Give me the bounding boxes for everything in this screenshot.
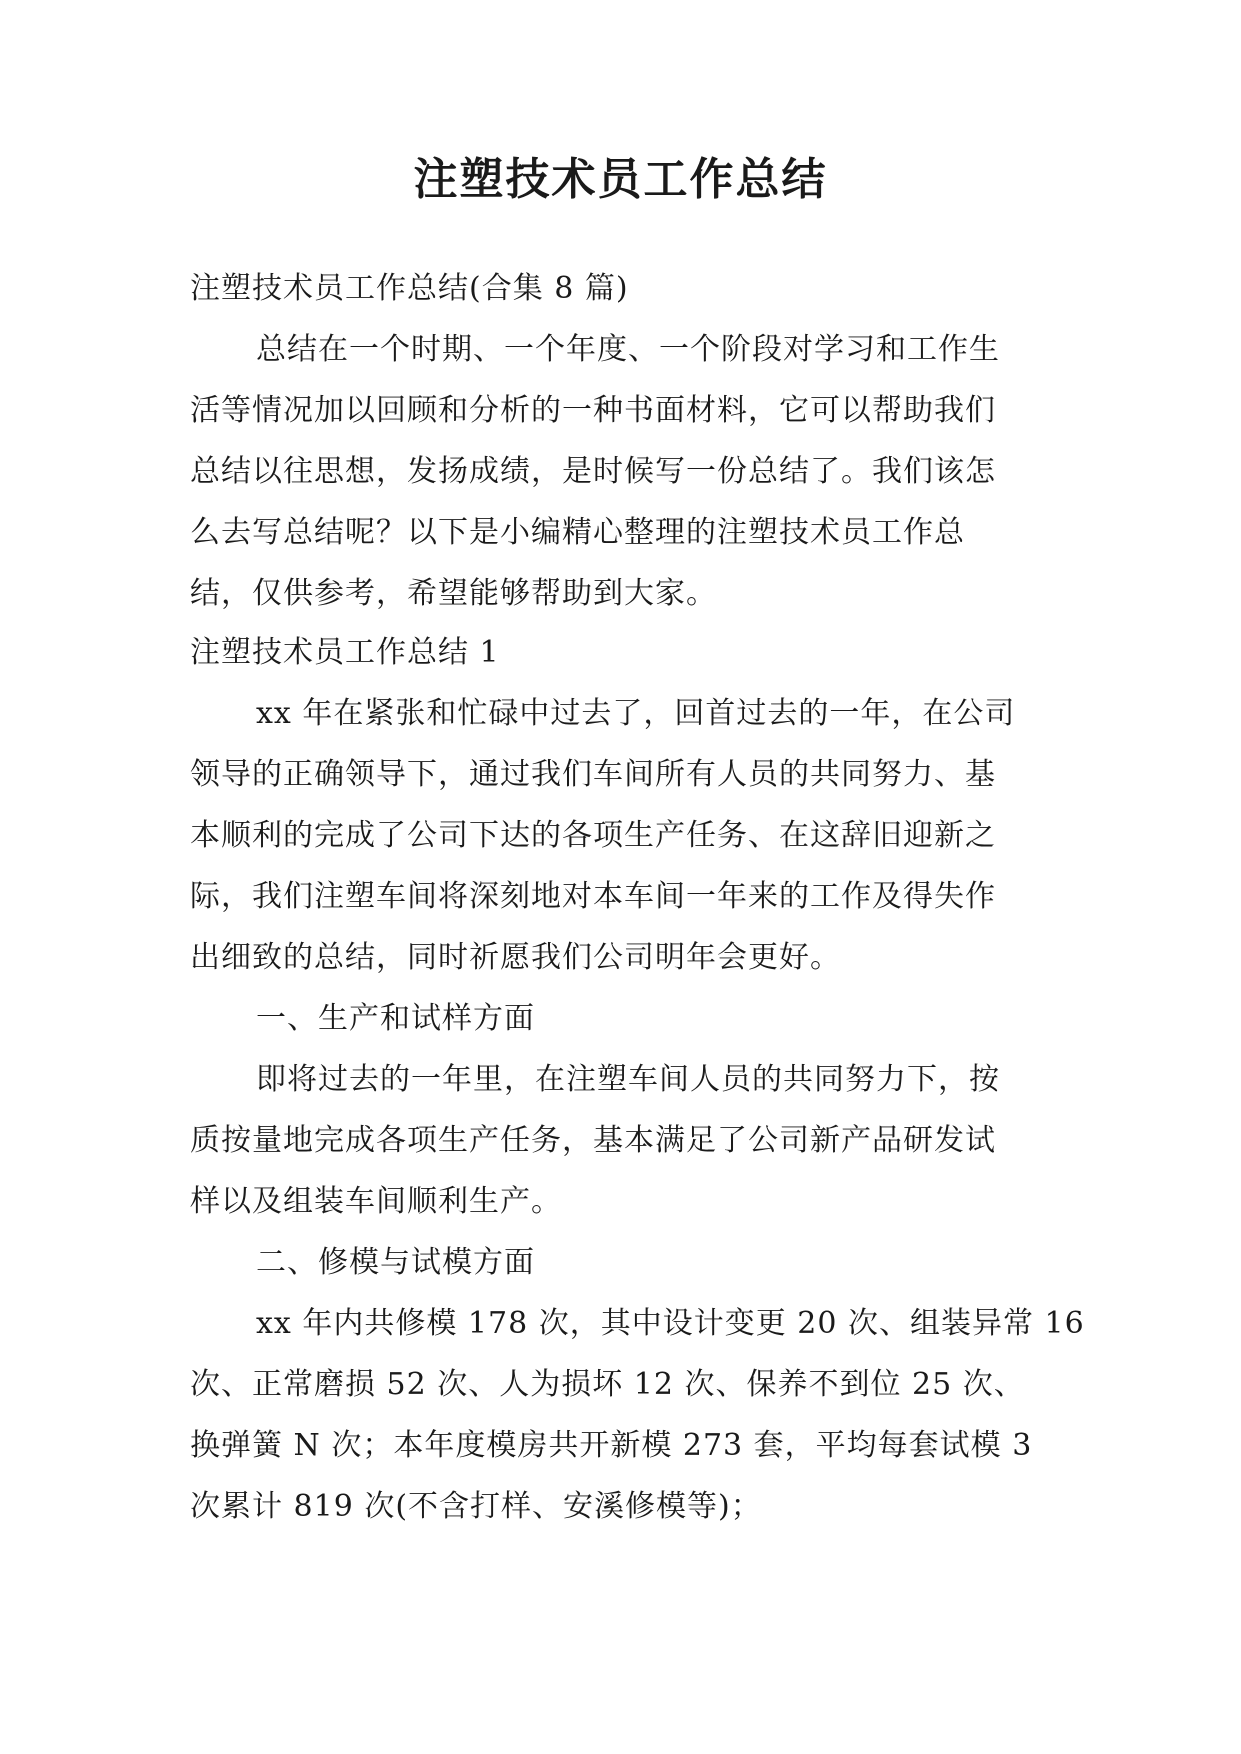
- section-heading: 注塑技术员工作总结 1: [190, 635, 500, 670]
- subheading-mold-repair: 二、修模与试模方面: [256, 1245, 535, 1280]
- paragraph-line: 换弹簧 N 次；本年度模房共开新模 273 套，平均每套试模 3: [190, 1428, 1033, 1463]
- intro-line: 总结在一个时期、一个年度、一个阶段对学习和工作生: [256, 332, 1000, 367]
- paragraph-line: xx 年在紧张和忙碌中过去了，回首过去的一年，在公司: [256, 696, 1016, 731]
- paragraph-line: 次累计 819 次(不含打样、安溪修模等)；: [190, 1489, 762, 1524]
- paragraph-line: 本顺利的完成了公司下达的各项生产任务、在这辞旧迎新之: [190, 818, 996, 853]
- paragraph-line: 次、正常磨损 52 次、人为损坏 12 次、保养不到位 25 次、: [190, 1367, 1025, 1402]
- intro-line: 总结以往思想，发扬成绩，是时候写一份总结了。我们该怎: [190, 454, 996, 489]
- document-subtitle: 注塑技术员工作总结(合集 8 篇): [190, 271, 629, 306]
- paragraph-line: xx 年内共修模 178 次，其中设计变更 20 次、组装异常 16: [256, 1306, 1085, 1341]
- paragraph-line: 样以及组装车间顺利生产。: [190, 1184, 562, 1219]
- intro-line: 活等情况加以回顾和分析的一种书面材料，它可以帮助我们: [190, 393, 996, 428]
- section-1: [190, 622, 1085, 1537]
- intro-line: 结，仅供参考，希望能够帮助到大家。: [190, 576, 717, 611]
- paragraph-line: 即将过去的一年里，在注塑车间人员的共同努力下，按: [256, 1062, 1000, 1097]
- intro-line: 么去写总结呢？以下是小编精心整理的注塑技术员工作总: [190, 515, 965, 550]
- document-body: [190, 258, 1060, 624]
- paragraph-line: 领导的正确领导下，通过我们车间所有人员的共同努力、基: [190, 757, 996, 792]
- subheading-production: 一、生产和试样方面: [256, 1001, 535, 1036]
- paragraph-line: 出细致的总结，同时祈愿我们公司明年会更好。: [190, 940, 841, 975]
- paragraph-line: 际，我们注塑车间将深刻地对本车间一年来的工作及得失作: [190, 879, 996, 914]
- paragraph-line: 质按量地完成各项生产任务，基本满足了公司新产品研发试: [190, 1123, 996, 1158]
- document-title: 注塑技术员工作总结: [413, 154, 828, 205]
